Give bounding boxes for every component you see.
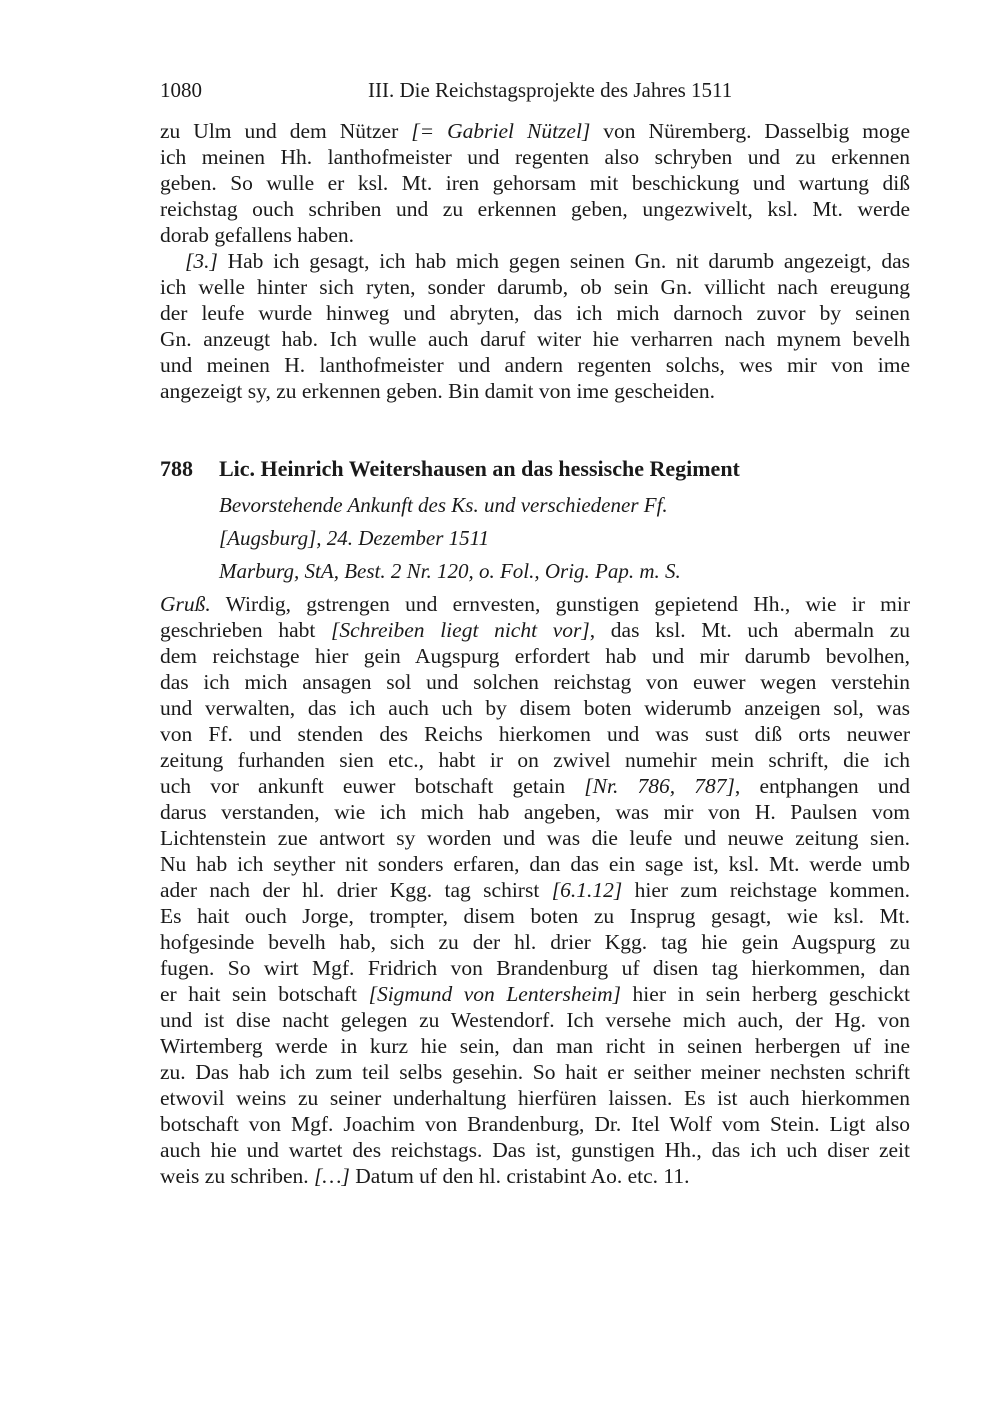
text-line: Lichtenstein zue antwort sy worden und was die leufe und neuwe zeitung sien. — [160, 826, 910, 850]
document-title: Lic. Heinrich Weitershausen an das hessische Regiment — [219, 456, 740, 481]
text-line: zu Ulm und dem Nützer [= Gabriel Nützel] von Nüremberg. Dasselbig moge — [160, 119, 910, 143]
text-line: fugen. So wirt Mgf. Fridrich von Brandenburg uf disen tag hierkommen, dan — [160, 956, 910, 980]
text-line: etwovil weins zu seiner underhaltung hierfüren laissen. Es ist auch hierkommen — [160, 1086, 910, 1110]
text-line: reichstag ouch schriben und zu erkennen geben, ungezwivelt, ksl. Mt. werde — [160, 197, 910, 221]
text-line: ich meinen Hh. lanthofmeister und regenten also schryben und zu erkennen — [160, 145, 910, 169]
text-line: geben. So wulle er ksl. Mt. iren gehorsam mit beschickung und wartung diß — [160, 171, 910, 195]
text-line: zeitung furhanden sien etc., habt ir on zwivel numehir mein schrift, die ich — [160, 748, 910, 772]
text-line: von Ff. und stenden des Reichs hierkomen und was sust diß orts neuwer — [160, 722, 910, 746]
text-line: er hait sein botschaft [Sigmund von Lentersheim] hier in sein herberg geschickt — [160, 982, 910, 1006]
document-summary: Bevorstehende Ankunft des Ks. und verschiedener Ff. — [219, 493, 668, 517]
text-line: Nu hab ich seyther nit sonders erfaren, dan das ein sage ist, ksl. Mt. werde umb — [160, 852, 910, 876]
paragraph-1 — [160, 118, 910, 248]
text-line: dem reichstage hier gein Augspurg erfordert hab und mir darumb bevolhen, — [160, 644, 910, 668]
document-number: 788 — [160, 456, 193, 481]
text-line: hofgesinde bevelh hab, sich zu der hl. drier Kgg. tag hie gein Augspurg zu — [160, 930, 910, 954]
paragraph-2 — [160, 248, 910, 404]
text-line: und ist dise nacht gelegen zu Westendorf. Ich versehe mich auch, der Hg. von — [160, 1008, 910, 1032]
text-line: auch hie und wartet des reichstags. Das ist, gunstigen Hh., das ich uch diser zeit — [160, 1138, 910, 1162]
text-line: botschaft von Mgf. Joachim von Brandenburg, Dr. Itel Wolf vom Stein. Ligt also — [160, 1112, 910, 1136]
running-title: III. Die Reichstagsprojekte des Jahres 1511 — [368, 78, 733, 102]
text-line: Wirtemberg werde in kurz hie sein, dan man richt in seinen herbergen uf ine — [160, 1034, 910, 1058]
text-line: der leufe wurde hinweg und abryten, das ich mich darnoch zuvor by seinen — [160, 301, 910, 325]
text-line: das ich mich ansagen sol und solchen reichstag von euwer wegen verstehin — [160, 670, 910, 694]
text-line: angezeigt sy, zu erkennen geben. Bin damit von ime gescheiden. — [160, 379, 716, 403]
text-line: weis zu schriben. […] Datum uf den hl. cristabint Ao. etc. 11. — [160, 1164, 690, 1188]
page-number: 1080 — [160, 78, 202, 102]
text-line: ich welle hinter sich ryten, sonder darumb, ob sein Gn. villicht nach ereugung — [160, 275, 910, 299]
text-line: Gn. anzeugt hab. Ich wulle auch daruf witer hie verharren nach mynem bevelh — [160, 327, 910, 351]
text-line: uch vor ankunft euwer botschaft getain [Nr. 786, 787], entphangen und — [160, 774, 910, 798]
paragraph-3 — [160, 591, 910, 1189]
text-line: zu. Das hab ich zum teil selbs gesehin. So hait er seither meiner nechsten schrift — [160, 1060, 910, 1084]
text-line: [3.] Hab ich gesagt, ich hab mich gegen seinen Gn. nit darumb angezeigt, das — [185, 249, 910, 273]
document-place-date: [Augsburg], 24. Dezember 1511 — [219, 526, 490, 550]
text-line: geschrieben habt [Schreiben liegt nicht vor], das ksl. Mt. uch abermaln zu — [160, 618, 910, 642]
text-line: ader nach der hl. drier Kgg. tag schirst [6.1.12] hier zum reichstage kommen. — [160, 878, 910, 902]
text-line: und meinen H. lanthofmeister und andern regenten solchs, wes mir von ime — [160, 353, 910, 377]
text-line: darus verstanden, wie ich mich hab angeben, was mir von H. Paulsen vom — [160, 800, 910, 824]
text-line: Gruß. Wirdig, gstrengen und ernvesten, gunstigen gepietend Hh., wie ir mir — [160, 592, 910, 616]
document-source: Marburg, StA, Best. 2 Nr. 120, o. Fol., Orig. Pap. m. S. — [219, 559, 681, 583]
page-header — [160, 78, 910, 108]
text-line: dorab gefallens haben. — [160, 223, 355, 247]
text-line: und verwalten, das ich auch uch by disem boten widerumb anzeigen sol, was — [160, 696, 910, 720]
text-line: Es hait ouch Jorge, trompter, disem boten zu Insprug gesagt, wie ksl. Mt. — [160, 904, 910, 928]
